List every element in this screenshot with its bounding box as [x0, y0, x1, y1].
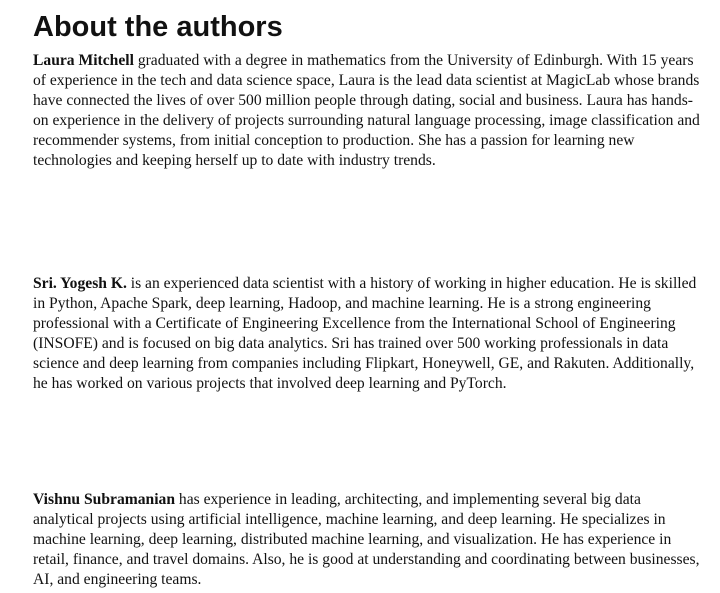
author-name: Sri. Yogesh K. [33, 275, 127, 292]
author-bio-text: graduated with a degree in mathematics from the University of Edinburgh. With 15 years of experience in the tech and data science space, Laura is the lead data scientist at MagicLab whose brands have connected the lives of over 500 million people through dating, social and business. Laura has hands-on experience in the delivery of projects surrounding natural language processing, image classification and recommender systems, from initial conception to production. She has a passion for learning new technologies and keeping herself up to date with industry trends. [33, 52, 700, 169]
author-name: Vishnu Subramanian [33, 491, 175, 508]
author-bio-laura-mitchell [33, 51, 705, 171]
page-title: About the authors [33, 11, 283, 43]
author-bio-vishnu-subramanian [33, 490, 705, 590]
author-bio-text: is an experienced data scientist with a history of working in higher education. He is skilled in Python, Apache Spark, deep learning, Hadoop, and machine learning. He is a strong engineering professional with a Certificate of Engineering Excellence from the International School of Engineering (INSOFE) and is focused on big data analytics. Sri has trained over 500 working professionals in data science and deep learning from companies including Flipkart, Honeywell, GE, and Rakuten. Additionally, he has worked on various projects that involved deep learning and PyTorch. [33, 275, 697, 392]
author-bio-text: has experience in leading, architecting, and implementing several big data analytical projects using artificial intelligence, machine learning, and deep learning. He specializes in machine learning, deep learning, distributed machine learning, and visualization. He has experience in retail, finance, and travel domains. Also, he is good at understanding and coordinating between businesses, AI, and engineering teams. [33, 491, 700, 588]
author-name: Laura Mitchell [33, 52, 134, 69]
author-bio-sri-yogesh-k [33, 274, 705, 394]
about-authors-section [33, 10, 705, 588]
